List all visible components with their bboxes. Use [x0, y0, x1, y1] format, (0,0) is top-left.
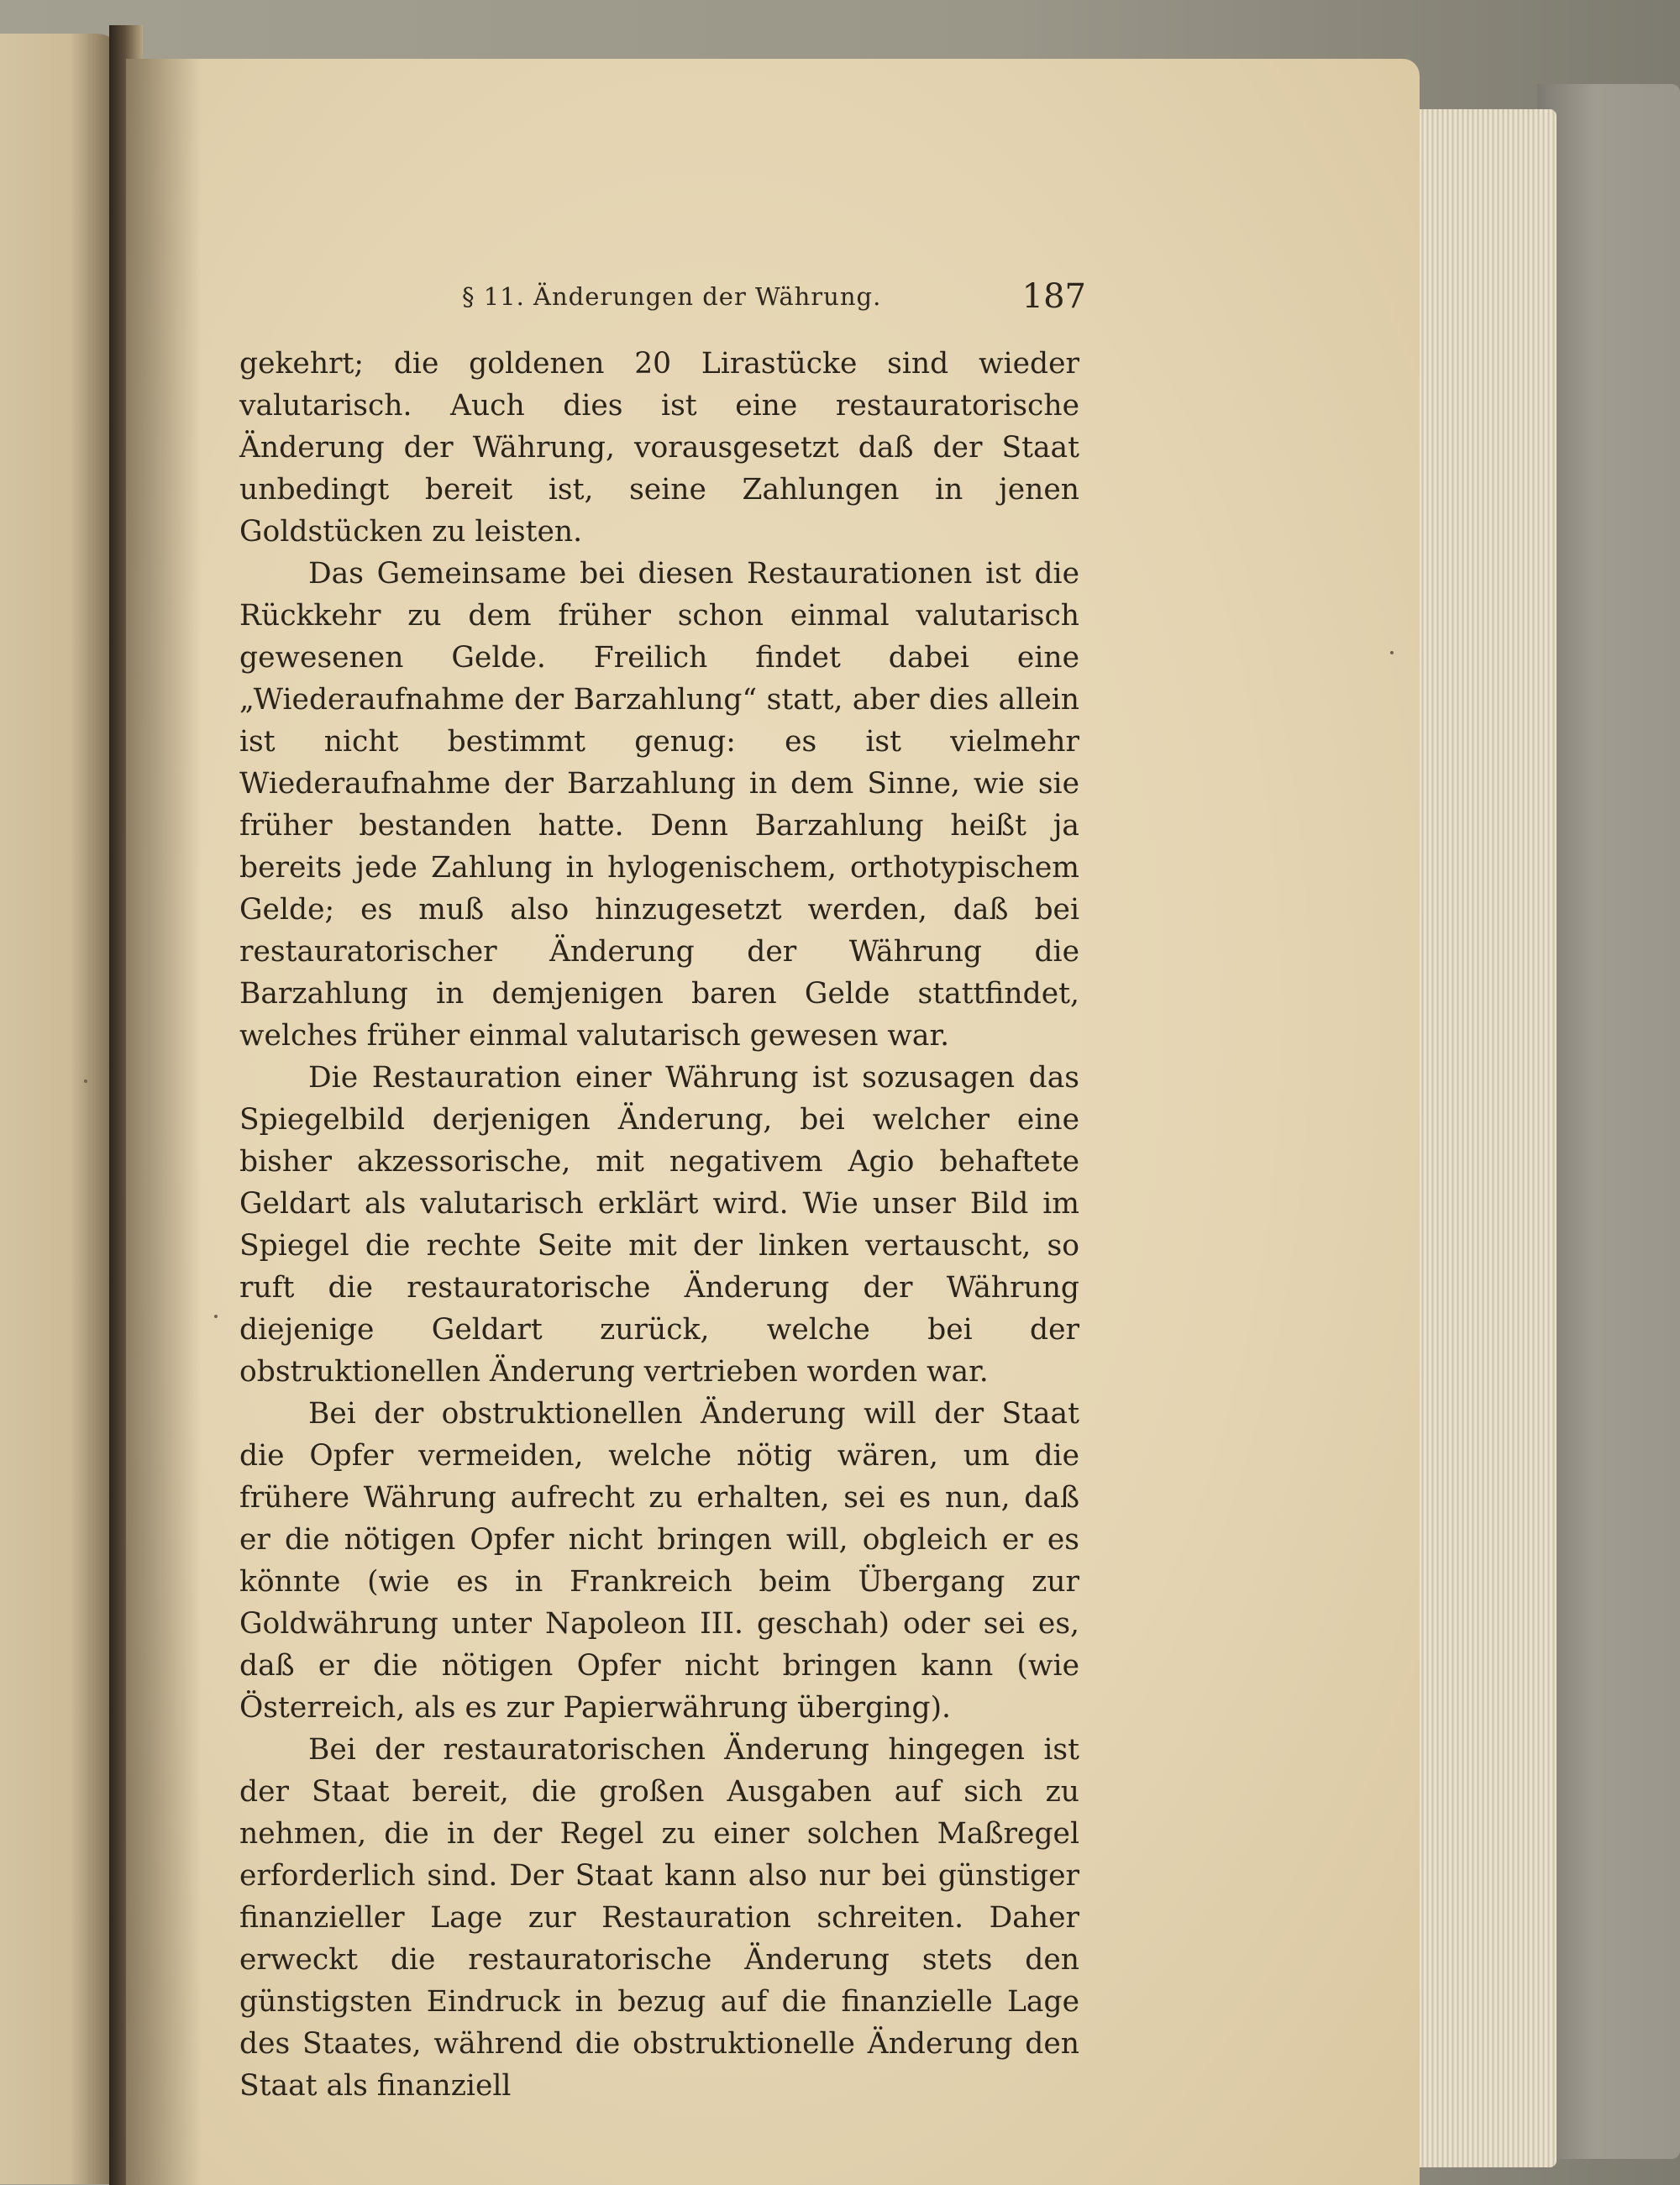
stray-mark — [1390, 651, 1394, 654]
text-block — [239, 277, 1086, 2107]
running-head — [239, 277, 1086, 328]
running-title: § 11. Änderungen der Währung. — [462, 282, 882, 311]
left-page-edge — [0, 34, 122, 2184]
book-cover-board — [1537, 84, 1680, 2159]
paragraph: gekehrt; die goldenen 20 Lirastücke sind wieder valutarisch. Auch dies ist eine restauratorische Änderung der Währung, vorausgesetzt daß der Staat unbedingt bereit ist, seine Zahlungen in jenen Goldstücken zu leisten. — [239, 347, 1079, 549]
stray-mark — [214, 1315, 218, 1318]
paragraph: Das Gemeinsame bei diesen Restaurationen ist die Rückkehr zu dem früher schon einmal valutarisch gewesenen Gelde. Freilich findet dabei eine „Wiederaufnahme der Barzahlung“ statt, aber dies allein ist nicht bestimmt genug: es ist vielmehr Wiederaufnahme der Barzahlung in dem Sinne, wie sie früher bestanden hatte. Denn Barzahlung heißt ja bereits jede Zahlung in hylogenischem, orthotypischem Gelde; es muß also hinzugesetzt werden, daß bei restauratorischer Änderung der Währung die Barzahlung in demjenigen baren Gelde stattfindet, welches früher einmal valutarisch gewesen war. — [239, 557, 1079, 1053]
page-number: 187 — [1021, 277, 1086, 316]
paragraph: Die Restauration einer Währung ist sozusagen das Spiegelbild derjenigen Änderung, bei welcher eine bisher akzessorische, mit negativem Agio behaftete Geldart als valutarisch erklärt wird. Wie unser Bild im Spiegel die rechte Seite mit der linken vertauscht, so ruft die restauratorische Änderung der Währung diejenige Geldart zurück, welche bei der obstruktionellen Änderung vertrieben worden war. — [239, 1061, 1079, 1389]
stray-mark — [84, 1079, 87, 1083]
paragraph: Bei der obstruktionellen Änderung will der Staat die Opfer vermeiden, welche nötig wären, um die frühere Währung aufrecht zu erhalten, sei es nun, daß er die nötigen Opfer nicht bringen will, obgleich er es könnte (wie es in Frankreich beim Übergang zur Goldwährung unter Napoleon III. geschah) oder sei es, daß er die nötigen Opfer nicht bringen kann (wie Österreich, als es zur Papierwährung überging). — [239, 1397, 1079, 1725]
gutter-shadow — [126, 59, 202, 2185]
page-edges — [1411, 109, 1557, 2167]
paragraph: Bei der restauratorischen Änderung hingegen ist der Staat bereit, die großen Ausgaben auf sich zu nehmen, die in der Regel zu einer solchen Maßregel erforderlich sind. Der Staat kann also nur bei günstiger finanzieller Lage zur Restauration schreiten. Daher erweckt die restauratorische Änderung stets den günstigsten Eindruck in bezug auf die finanzielle Lage des Staates, während die obstruktionelle Änderung den Staat als finanziell — [239, 1733, 1079, 2103]
